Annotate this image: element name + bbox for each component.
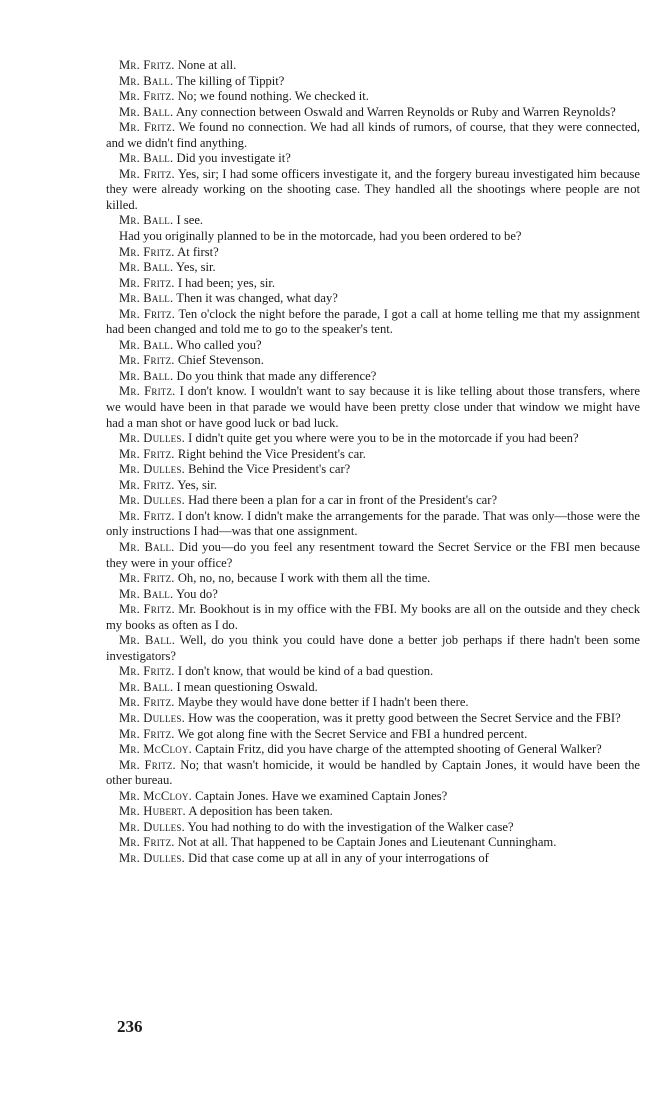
speech-text: Well, do you think you could have done a better job perhaps if there hadn't been some investigators?: [106, 633, 641, 663]
speech-text: The killing of Tippit?: [176, 73, 285, 88]
testimony-paragraph: [106, 695, 640, 711]
speech-text: At first?: [177, 244, 219, 259]
speaker-name: Mr. Ball.: [119, 291, 174, 306]
speaker-name: Mr. Fritz.: [119, 120, 176, 135]
testimony-paragraph: [106, 384, 640, 431]
testimony-paragraph: [106, 804, 640, 820]
speech-text: Ten o'clock the night before the parade, I got a call at home telling me that my assignment had been changed and told me to go to the speaker's tent.: [106, 306, 640, 337]
speaker-name: Mr. Ball.: [119, 337, 174, 352]
testimony-paragraph: [106, 229, 640, 245]
speaker-name: Mr. Ball.: [119, 104, 174, 119]
speech-text: Did you—do you feel any resentment toward the Secret Service or the FBI men because they were in your office?: [106, 539, 641, 570]
speech-text: Captain Jones. Have we examined Captain Jones?: [195, 788, 448, 803]
testimony-paragraph: [106, 369, 640, 385]
testimony-paragraph: [106, 89, 640, 105]
speech-text: I see.: [176, 213, 204, 228]
speaker-name: Mr. Fritz.: [119, 477, 175, 492]
speaker-name: Mr. Ball.: [119, 539, 175, 554]
testimony-paragraph: [106, 431, 640, 447]
speaker-name: Mr. Ball.: [119, 73, 174, 88]
testimony-paragraph: [106, 151, 640, 167]
testimony-paragraph: [106, 120, 640, 151]
speech-text: None at all.: [177, 58, 237, 72]
speaker-name: Mr. McCloy.: [119, 788, 192, 803]
testimony-paragraph: [106, 664, 640, 680]
speaker-name: Mr. Ball.: [119, 586, 174, 601]
testimony-paragraph: [106, 587, 640, 603]
testimony-paragraph: [106, 758, 640, 789]
testimony-paragraph: [106, 727, 640, 743]
speech-text: Chief Stevenson.: [177, 353, 264, 368]
testimony-text: [106, 58, 640, 866]
speech-text: We found no connection. We had all kinds of rumors, of course, that they were connected, and we didn't find anything.: [106, 120, 640, 150]
speech-text: No; that wasn't homicide, it would be handled by Captain Jones, it would have been the other bureau.: [106, 757, 640, 788]
speech-text: Had there been a plan for a car in front of the President's car?: [188, 493, 498, 508]
speech-text: We got along fine with the Secret Service and FBI a hundred percent.: [177, 726, 528, 741]
speech-text: You do?: [176, 586, 218, 601]
speech-text: Right behind the Vice President's car.: [177, 446, 366, 461]
testimony-paragraph: [106, 291, 640, 307]
page-number: 236: [117, 1017, 143, 1036]
speaker-name: Mr. Dulles.: [119, 819, 185, 834]
testimony-paragraph: [106, 493, 640, 509]
speaker-name: Mr. Fritz.: [119, 664, 175, 679]
speech-text: Did that case come up at all in any of your interrogations of: [188, 850, 489, 865]
speaker-name: Mr. Fritz.: [119, 508, 175, 523]
speech-text: Any connection between Oswald and Warren Reynolds or Ruby and Warren Reynolds?: [175, 104, 616, 119]
speaker-name: Mr. Fritz.: [119, 835, 175, 850]
speaker-name: Mr. Fritz.: [119, 602, 175, 617]
speech-text: I had been; yes, sir.: [177, 275, 276, 290]
speech-text: Yes, sir.: [176, 260, 216, 275]
testimony-paragraph: [106, 509, 640, 540]
testimony-paragraph: [106, 74, 640, 90]
speaker-name: Mr. Dulles.: [119, 710, 185, 725]
testimony-paragraph: [106, 602, 640, 633]
testimony-paragraph: [106, 571, 640, 587]
speaker-name: Mr. McCloy.: [119, 742, 192, 757]
speech-text: Do you think that made any difference?: [176, 368, 377, 383]
speech-text: A deposition has been taken.: [188, 804, 333, 819]
speaker-name: Mr. Fritz.: [119, 275, 175, 290]
speaker-name: Mr. Ball.: [119, 368, 174, 383]
speech-text: Then it was changed, what day?: [176, 291, 338, 306]
testimony-paragraph: [106, 851, 640, 867]
speaker-name: Mr. Dulles.: [119, 493, 185, 508]
speech-text: Mr. Bookhout is in my office with the FBI. My books are all on the outside and they check my books as often as I do.: [106, 602, 640, 632]
testimony-paragraph: [106, 307, 640, 338]
speaker-name: Mr. Dulles.: [119, 462, 185, 477]
testimony-paragraph: [106, 105, 640, 121]
speech-text: Had you originally planned to be in the motorcade, had you been ordered to be?: [119, 229, 522, 244]
speaker-name: Mr. Dulles.: [119, 431, 185, 446]
testimony-paragraph: [106, 260, 640, 276]
testimony-paragraph: [106, 167, 640, 214]
speech-text: No; we found nothing. We checked it.: [177, 89, 369, 104]
speaker-name: Mr. Fritz.: [119, 166, 175, 181]
testimony-paragraph: [106, 353, 640, 369]
speech-text: How was the cooperation, was it pretty good between the Secret Service and the FBI?: [188, 710, 621, 725]
speaker-name: Mr. Ball.: [119, 213, 174, 228]
testimony-paragraph: [106, 478, 640, 494]
speaker-name: Mr. Fritz.: [119, 89, 175, 104]
speaker-name: Mr. Fritz.: [119, 726, 175, 741]
speech-text: I don't know. I didn't make the arrangements for the parade. That was only—those were the only instructions I had—was that one assignment.: [106, 508, 640, 539]
speech-text: Captain Fritz, did you have charge of the attempted shooting of General Walker?: [195, 742, 602, 757]
speaker-name: Mr. Hubert.: [119, 804, 186, 819]
speaker-name: Mr. Fritz.: [119, 353, 175, 368]
speaker-name: Mr. Fritz.: [119, 58, 175, 72]
testimony-paragraph: [106, 711, 640, 727]
speech-text: I didn't quite get you where were you to be in the motorcade if you had been?: [188, 431, 579, 446]
speaker-name: Mr. Fritz.: [119, 384, 176, 399]
testimony-paragraph: [106, 680, 640, 696]
testimony-paragraph: [106, 835, 640, 851]
testimony-paragraph: [106, 789, 640, 805]
speaker-name: Mr. Fritz.: [119, 306, 176, 321]
testimony-paragraph: [106, 213, 640, 229]
speech-text: Yes, sir.: [177, 477, 218, 492]
testimony-paragraph: [106, 338, 640, 354]
speaker-name: Mr. Dulles.: [119, 850, 185, 865]
testimony-paragraph: [106, 540, 640, 571]
speech-text: Oh, no, no, because I work with them all the time.: [177, 571, 431, 586]
speaker-name: Mr. Fritz.: [119, 571, 175, 586]
testimony-paragraph: [106, 462, 640, 478]
speech-text: You had nothing to do with the investigation of the Walker case?: [187, 819, 514, 834]
speech-text: Maybe they would have done better if I hadn't been there.: [177, 695, 469, 710]
speaker-name: Mr. Ball.: [119, 633, 176, 648]
speech-text: Behind the Vice President's car?: [188, 462, 351, 477]
testimony-paragraph: [106, 742, 640, 758]
speech-text: I mean questioning Oswald.: [176, 679, 318, 694]
speaker-name: Mr. Ball.: [119, 151, 174, 166]
testimony-paragraph: [106, 245, 640, 261]
speaker-name: Mr. Fritz.: [119, 446, 175, 461]
speaker-name: Mr. Ball.: [119, 679, 174, 694]
speech-text: Yes, sir; I had some officers investigate it, and the forgery bureau investigated him because they were already working on the shooting case. They handled all the shootings where people are not killed.: [106, 166, 640, 212]
speech-text: I don't know. I wouldn't want to say because it is like telling about those transfers, where we would have been in that parade we would have been pretty close under that window we might have had a man shot or have good luck or bad luck.: [106, 384, 641, 430]
speaker-name: Mr. Fritz.: [119, 244, 175, 259]
testimony-paragraph: [106, 276, 640, 292]
speech-text: I don't know, that would be kind of a bad question.: [177, 664, 434, 679]
testimony-paragraph: [106, 820, 640, 836]
testimony-paragraph: [106, 58, 640, 74]
speaker-name: Mr. Ball.: [119, 260, 174, 275]
speaker-name: Mr. Fritz.: [119, 695, 175, 710]
speech-text: Who called you?: [176, 337, 262, 352]
testimony-paragraph: [106, 633, 640, 664]
speech-text: Not at all. That happened to be Captain Jones and Lieutenant Cunningham.: [177, 835, 557, 850]
speech-text: Did you investigate it?: [176, 151, 291, 166]
speaker-name: Mr. Fritz.: [119, 757, 176, 772]
testimony-paragraph: [106, 447, 640, 463]
